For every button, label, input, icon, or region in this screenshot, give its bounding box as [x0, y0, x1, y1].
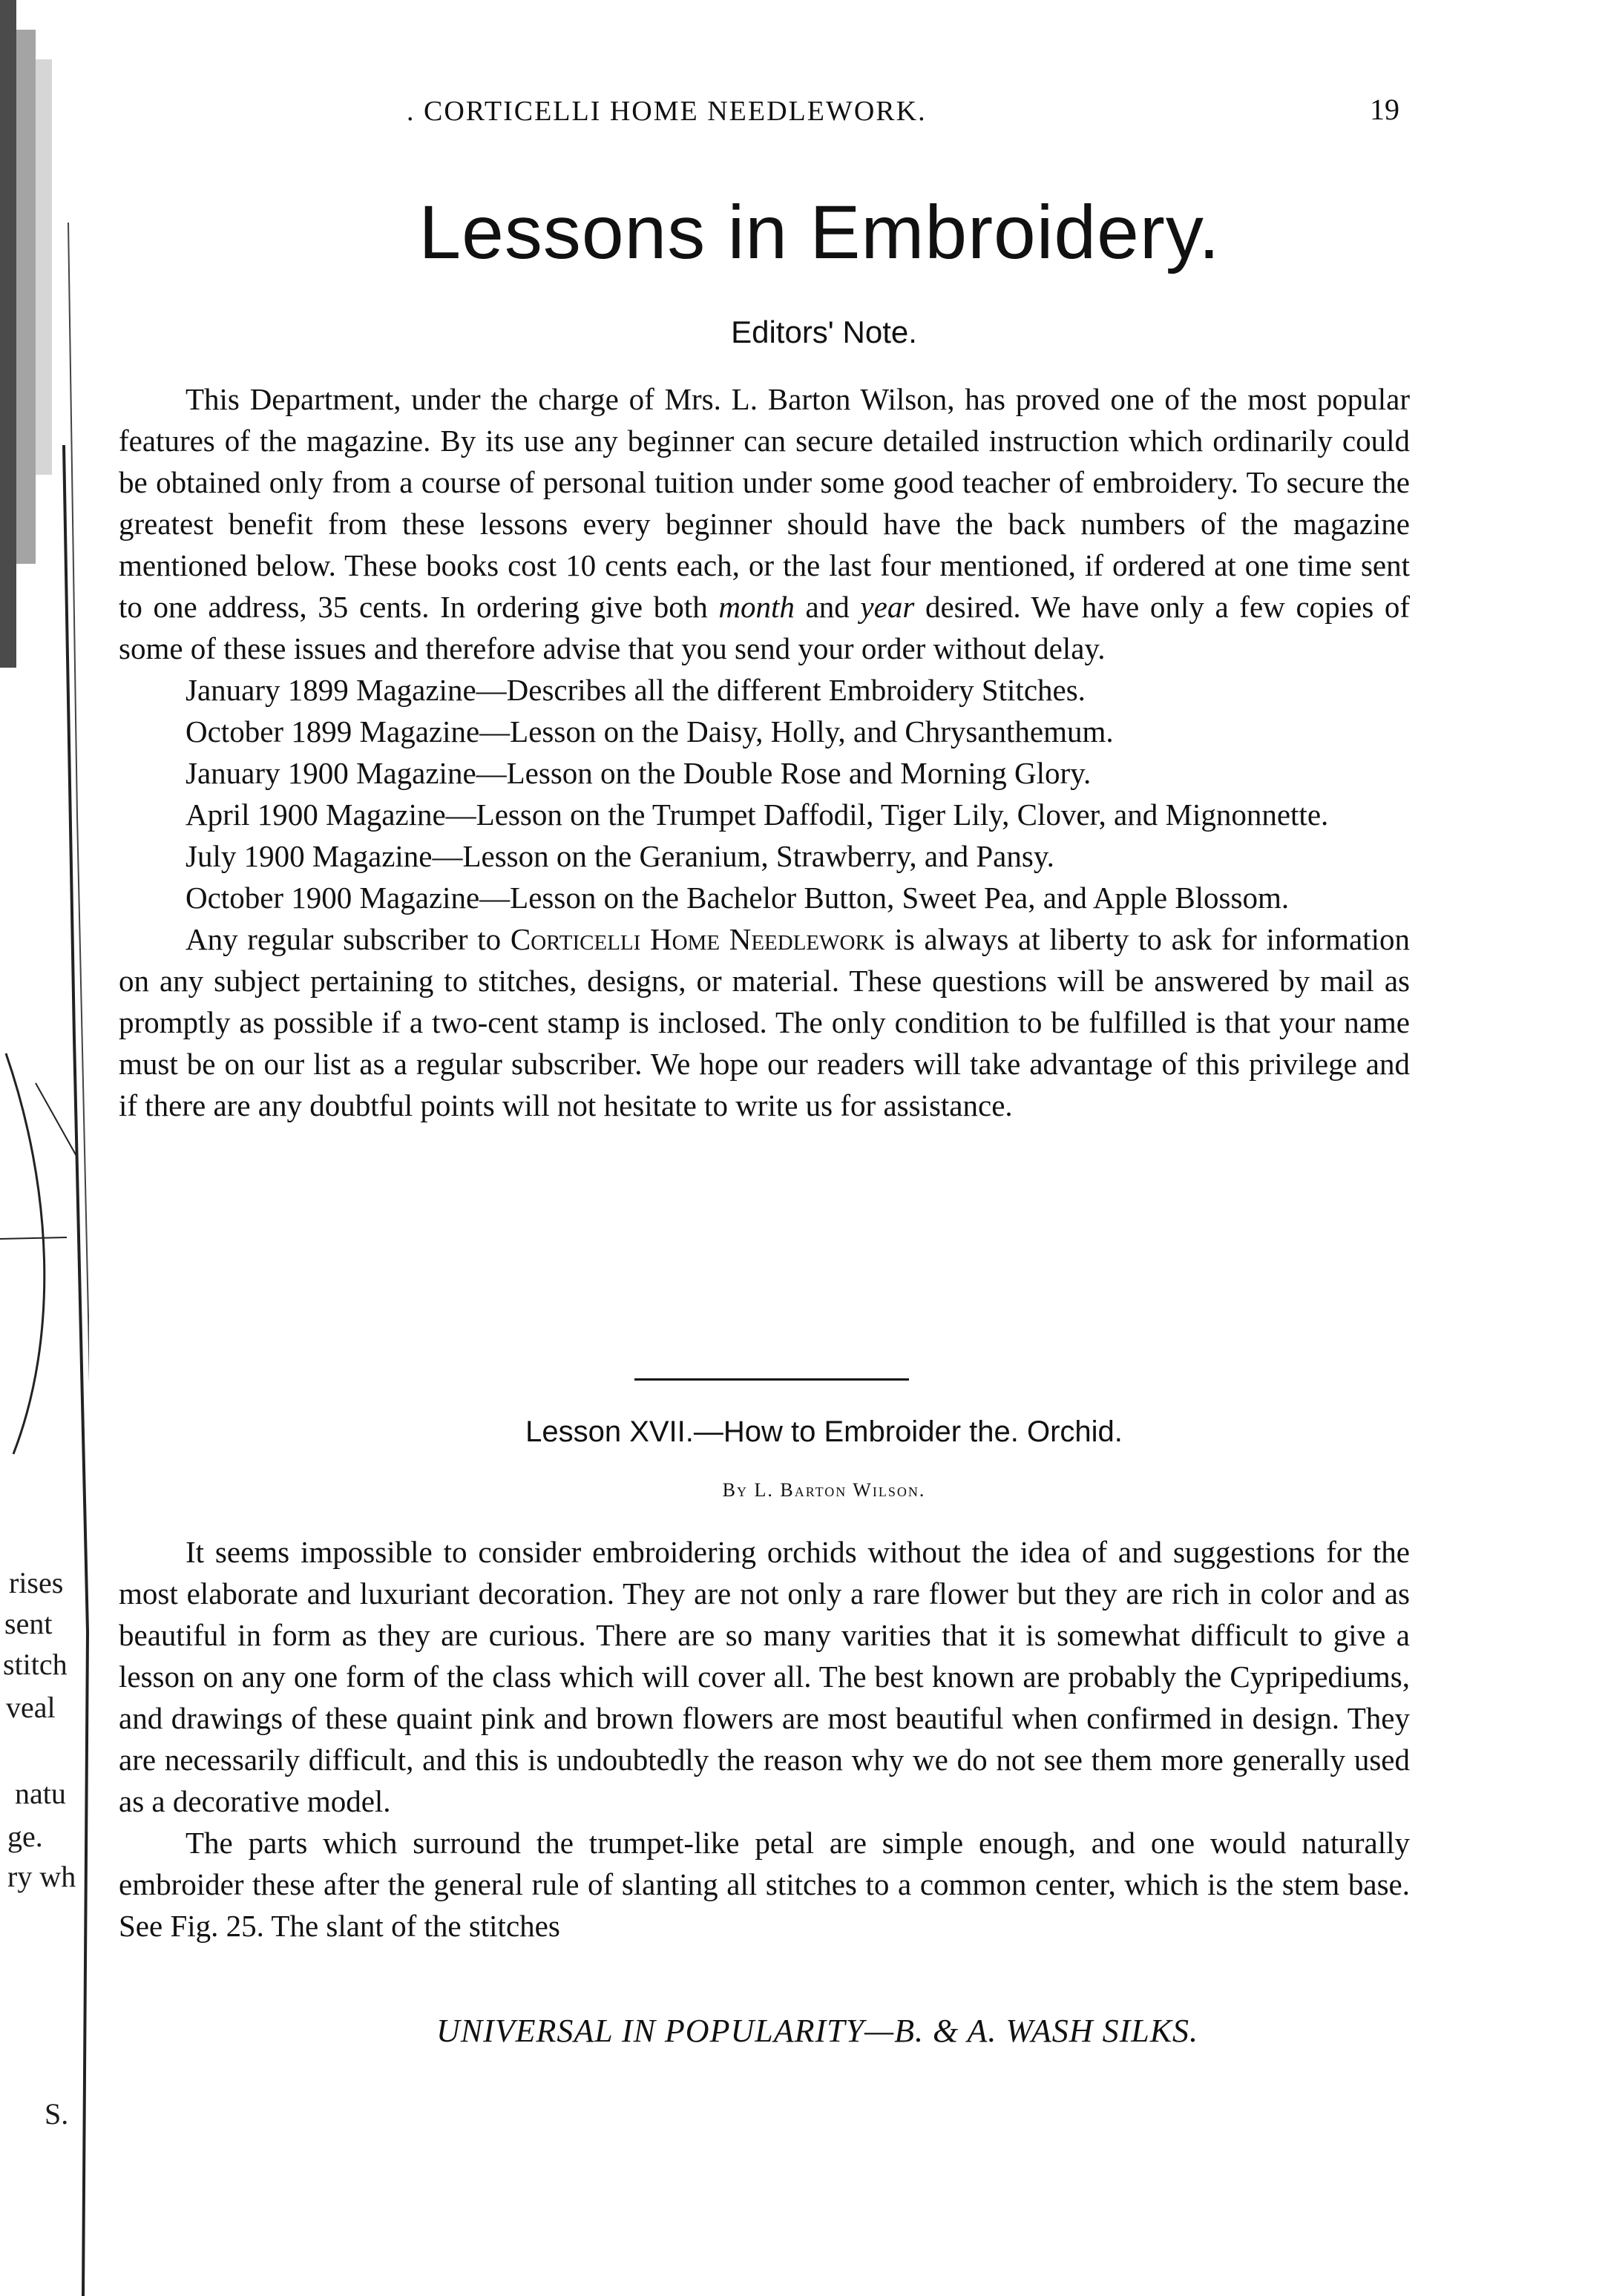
back-issue-item: October 1900 Magazine—Lesson on the Bachelor Button, Sweet Pea, and Apple Blossom. [186, 881, 1290, 915]
facing-page-fragment: S. [45, 2097, 69, 2131]
month-word: month [718, 590, 795, 624]
lesson-body [119, 1531, 1410, 1947]
facing-page-fragment: rises [9, 1566, 64, 1599]
lesson-paragraph: It seems impossible to consider embroidering orchids without the idea of and suggestions for the most elaborate and luxuriant decoration. They are not only a rare flower but they are rich in color and as beautiful in form as they are curious. There are so many varities that it is somewhat difficult to give a lesson on any one form of the class which will cover all. The best known are probably the Cypripediums, and drawings of these quaint pink and brown flowers are most beautiful when confirmed in design. They are necessarily difficult, and this is undoubtedly the reason why we do not see them more generally used as a decorative model. [119, 1535, 1410, 1818]
section-divider [634, 1378, 909, 1381]
editors-note-body [119, 378, 1410, 1126]
lesson-title: Lesson XVII.—How to Embroider the. Orchid. [525, 1415, 1123, 1448]
facing-page-fragment: sent [4, 1607, 53, 1640]
facing-page-fragment: ry wh [7, 1860, 76, 1893]
facing-page-fragment: ge. [7, 1820, 43, 1853]
facing-page-fragment: veal [6, 1691, 56, 1724]
editors-note-intro: This Department, under the charge of Mrs. L. Barton Wilson, has proved one of the most popular features of the magazine. By its use any beginner can secure detailed instruction which ordinarily could be obtained only from a course of personal tuition under some good teacher of embroidery. To secure the greatest benefit from these lessons every beginner should have the back numbers of the magazine mentioned below. These books cost 10 cents each, or the last four mentioned, if ordered at one time sent to one address, 35 cents. In ordering give both month and year desired. We have only a few copies of some of these issues and therefore advise that you send your order without delay. [119, 382, 1411, 665]
page-number: 19 [1370, 93, 1399, 126]
subscriber-notice: Any regular subscriber to Corticelli Home Needlework is always at liberty to ask for information on any subject pertaining to stitches, designs, or material. These questions will be answered by mail as promptly as possible if a two-cent stamp is inclosed. The only condition to be fulfilled is that your name must be on our list as a regular subscriber. We hope our readers will take advantage of this privilege and if there are any doubtful points will not hesitate to write us for assistance. [119, 922, 1411, 1122]
back-issue-item: January 1899 Magazine—Describes all the different Embroidery Stitches. [186, 673, 1086, 707]
facing-page-fragment: stitch [3, 1648, 68, 1681]
back-issue-item: October 1899 Magazine—Lesson on the Daisy, Holly, and Chrysanthemum. [186, 714, 1114, 749]
footer-slogan: UNIVERSAL IN POPULARITY—B. & A. WASH SILKS. [436, 2013, 1199, 2049]
running-head: . CORTICELLI HOME NEEDLEWORK. [407, 96, 927, 127]
facing-page-fragment: natu [15, 1777, 66, 1810]
back-issue-item: July 1900 Magazine—Lesson on the Geranium, Strawberry, and Pansy. [186, 839, 1054, 873]
back-issue-item: April 1900 Magazine—Lesson on the Trumpet Daffodil, Tiger Lily, Clover, and Mignonnette. [186, 797, 1329, 832]
lesson-paragraph: The parts which surround the trumpet-like petal are simple enough, and one would naturally embroider these after the general rule of slanting all stitches to a common center, which is the stem base. See Fig. 25. The slant of the stitches [119, 1826, 1410, 1943]
editors-note-heading: Editors' Note. [731, 315, 917, 349]
lesson-byline: By L. Barton Wilson. [722, 1479, 926, 1501]
back-issue-item: January 1900 Magazine—Lesson on the Double Rose and Morning Glory. [186, 756, 1092, 790]
year-word: year [860, 590, 915, 624]
magazine-name: Corticelli Home Needlework [510, 922, 885, 956]
article-title: Lessons in Embroidery. [419, 190, 1221, 274]
